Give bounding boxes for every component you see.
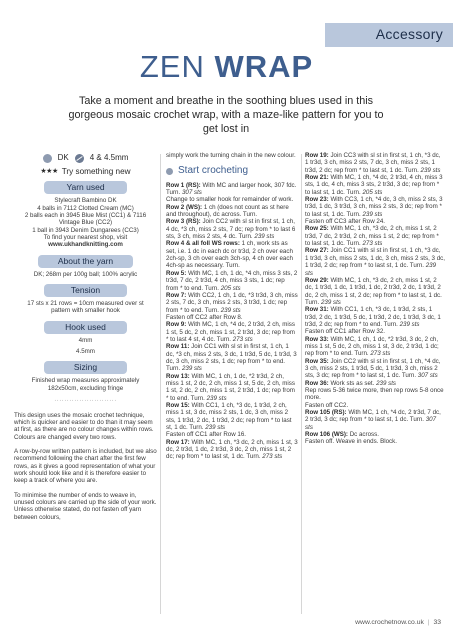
- pattern-row: [305, 387, 445, 402]
- row-label: Row 3 (RS):: [166, 218, 201, 226]
- pattern-row: [166, 431, 298, 438]
- text-line: Stylecraft Bambino DK: [54, 197, 117, 205]
- stitch-count: 205 sts: [362, 188, 383, 196]
- hook-icon: [75, 154, 84, 163]
- pattern-row: [166, 196, 298, 203]
- stitch-count: 239 sts: [254, 233, 275, 241]
- pattern-row: [305, 402, 445, 409]
- stitch-count: 239 sts: [181, 365, 202, 373]
- title-bold: WRAP: [214, 49, 314, 84]
- pattern-row: [305, 225, 445, 247]
- row-text: With MC, 1 ch, *3 dc, 2 ch, miss 1 st, 3 dc, 2 tr3d, 1 dc, 2 tr3d, 3 dc, 2 ch, miss 1 st, 2 dc; rep from * to last st, 1 dc. Turn.: [166, 438, 298, 461]
- yarn-weight: DK: [57, 153, 69, 163]
- row-label: Row 19:: [305, 152, 329, 159]
- stitch-count: 239 sts: [205, 424, 226, 432]
- stitch-count: 239 sts: [206, 394, 227, 402]
- column-divider: [301, 154, 302, 614]
- row-label: Row 15:: [166, 402, 190, 409]
- title-light: ZEN: [139, 49, 215, 84]
- stitch-count: 307 sts: [305, 416, 437, 431]
- column-3: [305, 152, 445, 446]
- stitch-count: 273 sts: [370, 350, 391, 358]
- row-text: Join CC2 with sl st in first st, 1 ch, 4 dc, *3 ch, miss 2 sts, 7 dc; rep from * to last 6 sts, 3 ch, miss 2 sts, 4 dc. Turn.: [166, 218, 296, 241]
- stitch-count: 239 sts: [376, 379, 397, 387]
- about-yarn-text: DK; 268m per 100g ball; 100% acrylic: [33, 270, 138, 278]
- page-number: 33: [433, 619, 441, 626]
- pattern-row: [166, 270, 298, 292]
- row-text: Fasten off. Weave in ends. Block.: [305, 438, 397, 446]
- row-text: Change to smaller hook for remainder of work.: [166, 196, 294, 204]
- row-label: Row 23:: [305, 196, 329, 204]
- skill-level: [14, 168, 157, 175]
- text-line: 2 balls each in 3945 Blue Mist (CC1) & 7116: [24, 212, 147, 220]
- row-label: Row 17:: [166, 438, 190, 446]
- page-title: [0, 50, 453, 84]
- text-line: 17 sts x 21 rows = 10cm measured over st: [27, 300, 144, 308]
- row-text: With MC, 1 ch, *3 dc, 2 ch, miss 1 st, 2 dc, 1 tr3d, 1 dc, 1 tr3d, 1 dc, 2 tr3d, 2 dc, 1 tr3d, 2 dc, 2 ch, miss 1 st, 2 dc; rep from * to last st, 1 dc. Turn.: [305, 276, 442, 306]
- about-yarn-heading: About the yarn: [38, 255, 133, 268]
- pattern-row: [305, 336, 445, 358]
- stitch-count: 239 sts: [320, 298, 341, 306]
- pattern-row: [166, 373, 298, 402]
- start-crocheting-heading: [166, 165, 298, 177]
- column-1: [14, 152, 157, 528]
- stitch-count: 273 sts: [362, 240, 383, 248]
- footer-separator: |: [427, 619, 430, 626]
- text-line: 182x50cm, excluding fringe: [47, 384, 124, 392]
- page-footer: [355, 619, 441, 626]
- row-text: 1 ch, work sts as set, i.e. 1 dc in each dc or tr3d, 2 ch over each 2ch-sp, 3 ch over each 3ch-sp, 4 ch over each 4ch-sp as necessary. Turn.: [166, 240, 293, 270]
- intro-paragraph: A row-by-row written pattern is included, but we also recommend following the chart after the first few rows, as it gives a good representation of what your work should look like and it is therefore easier to keep a track of where you are.: [14, 447, 157, 485]
- pattern-row: [166, 182, 298, 197]
- hook-used-heading: Hook used: [44, 321, 127, 334]
- sizing-heading: Sizing: [44, 361, 127, 374]
- row-text: With MC, 1 ch, 1 dc, *2 tr3d, 2 ch, miss 1 st, 2 dc, 2 ch, miss 1 st, 5 dc, 2 ch, miss 1 st, 2 dc, 2 ch, miss 1 st, 2 tr3d, 1 dc; rep from * to end. Turn.: [166, 372, 295, 402]
- stitch-count: 239 sts: [305, 262, 437, 277]
- stitch-count: 273 sts: [232, 335, 253, 343]
- row-text: Join CC1 with sl st in first st, 1 ch, *3 dc, 1 tr3d, 3 ch, miss 2 sts, 1 dc, 3 ch, miss 2 sts, 3 dc, 1 tr3d, 2 dc; rep from * to last st, 1 dc. Turn.: [305, 247, 445, 270]
- row-text: With MC, 1 ch, *4 dc, 2 tr3d, 7 dc, 2 tr3d, 3 dc; rep from * to last st, 1 dc. Turn.: [305, 409, 441, 424]
- row-label: Row 7:: [166, 291, 187, 299]
- row-label: Row 35:: [305, 357, 329, 365]
- pattern-row: [305, 306, 445, 328]
- row-text: Rep rows 5-36 twice more, then rep rows 5-8 once more.: [305, 387, 444, 402]
- pattern-row: [305, 431, 445, 438]
- text-line: Vintage Blue (CC2): [58, 219, 113, 227]
- pattern-row: [166, 343, 298, 372]
- pattern-rows: [305, 152, 445, 446]
- pattern-row: [166, 439, 298, 461]
- row-label: Row 4 & all foll WS rows:: [166, 240, 240, 248]
- row-label: Row 1 (RS):: [166, 181, 201, 189]
- row-label: Row 13:: [166, 372, 190, 380]
- row-label: Row 11:: [166, 343, 190, 351]
- intro-paragraph: This design uses the mosaic crochet technique, which is quicker and easier to do than it may seem at first, as there are no colour changes within rows. Colours are changed every two rows.: [14, 411, 154, 441]
- pattern-row: [305, 196, 445, 218]
- pattern-row: [305, 409, 445, 431]
- footer-url: www.crochetnow.co.uk: [355, 619, 424, 626]
- stitch-count: 239 sts: [362, 210, 383, 218]
- row-label: Row 25:: [305, 225, 329, 233]
- row-text: With CC1, 1 ch, *3 dc, 1 tr3d, 2 ch, miss 1 st, 3 dc, miss 2 sts, 1 dc, 3 ch, miss 2 sts, 1 tr3d, 2 dc, 1 tr3d, 2 dc; rep from * to last st, 1 dc. Turn.: [166, 402, 292, 432]
- row-text: Fasten off CC1 after Row 16.: [166, 431, 247, 439]
- text-line: Finished wrap measures approximately: [31, 377, 140, 385]
- row-text: With MC, 1 ch, *4 dc, 2 tr3d, 4 ch, miss 3 sts, 1 dc, 4 ch, miss 3 sts, 2 tr3d, 3 dc; rep from * to last st, 1 dc. Turn.: [305, 174, 443, 196]
- text-line: pattern with smaller hook: [51, 307, 120, 315]
- row-text: With MC, 1 ch, 1 dc, *2 tr3d, 3 dc, 2 ch, miss 1 st, 5 dc, 2 ch, miss 1 st, 3 dc, 2 tr3d, 1 dc; rep from * to end. Turn.: [305, 335, 439, 358]
- pattern-row: [166, 314, 298, 321]
- row-label: Row 31:: [305, 306, 329, 314]
- hook-used-text: [14, 337, 157, 356]
- tension-text: [14, 300, 157, 315]
- yarn-used-text: [14, 197, 157, 248]
- row-label: Row 27:: [305, 247, 329, 255]
- row-text: With CC1, 1 ch, *3 dc, 1 tr3d, 2 sts, 1 tr3d, 2 dc, 1 tr3d, 5 dc, 1 tr3d, 2 dc, 1 tr3d, 3 dc, 1 tr3d, 2 dc; rep from * to end. Turn.: [305, 306, 441, 328]
- text-line: To find your nearest shop, visit: [43, 234, 128, 242]
- stockist-link[interactable]: www.ukhandknitting.com: [48, 241, 123, 249]
- row-text: Join CC1 with sl st in first st, 1 ch, 1 dc, *3 ch, miss 2 sts, 3 dc, 1 tr3d, 5 dc, 1 tr3d, 3 dc, 3 ch, miss 2 sts, 1 dc; rep from * to end. Turn.: [166, 343, 297, 373]
- intro-paragraph: To minimise the number of ends to weave in, unused colours are carried up the side of your work. Unless otherwise stated, do not fasten off yarn between colours,: [14, 491, 157, 521]
- text-line: 4 balls in 7112 Clotted Cream (MC): [37, 204, 134, 212]
- stitch-count: 205 sts: [220, 284, 241, 292]
- lead-text: simply work the turning chain in the new colour.: [166, 152, 296, 159]
- pattern-row: [166, 240, 298, 269]
- stitch-count: 239 sts: [420, 166, 441, 174]
- stitch-count: 273 sts: [262, 453, 283, 461]
- row-text: With CC3, 1 ch, *4 dc, 3 ch, miss 2 sts, 3 tr3d, 1 dc, 3 tr3d, 3 ch, miss 2 sts, 3 dc; rep from * to last st, 1 dc. Turn.: [305, 196, 443, 218]
- row-label: Row 29:: [305, 276, 329, 284]
- column-2: [166, 152, 298, 461]
- row-text: With MC and larger hook, 307 fdc. Turn.: [166, 181, 297, 197]
- stitch-count: 239 sts: [220, 306, 241, 314]
- info-row: [14, 152, 157, 164]
- row-text: Join CC3 with sl st in first st, 1 ch, *3 dc, 1 tr3d, 3 ch, miss 2 sts, 7 dc, 3 ch, miss 2 sts, 1 tr3d, 2 dc; rep from * to last st, 1 dc. Turn.: [305, 152, 441, 174]
- row-text: Fasten off CC3 after Row 24.: [305, 218, 386, 226]
- sizing-text: [14, 377, 157, 392]
- tension-heading: Tension: [44, 284, 127, 297]
- row-text: Dc across.: [347, 431, 379, 439]
- row-text: Fasten off CC1 after Row 32.: [305, 328, 386, 336]
- row-text: Fasten off CC2.: [305, 401, 349, 409]
- row-text: Fasten off CC2 after Row 8.: [166, 313, 243, 321]
- pattern-row: [305, 358, 445, 380]
- start-heading-label: Start crocheting: [178, 165, 249, 177]
- pattern-row: [305, 380, 445, 387]
- pattern-row: [166, 321, 298, 343]
- row-label: Row 9:: [166, 321, 187, 329]
- row-label: Row 105 (RS):: [305, 409, 347, 417]
- pattern-row: [166, 402, 298, 431]
- section-tag-label: Accessory: [375, 26, 443, 42]
- pattern-row: [166, 292, 298, 314]
- bullet-icon: [166, 168, 173, 175]
- row-label: Row 33:: [305, 335, 329, 343]
- text-line: 4.5mm: [76, 348, 95, 356]
- pattern-row: [305, 152, 445, 174]
- row-text: With MC, 1 ch, 1 dc, *4 ch, miss 3 sts, 2 tr3d, 7 dc, 2 tr3d, 4 ch, miss 3 sts, 1 dc; rep from * to end. Turn.: [166, 269, 298, 292]
- pattern-rows: [166, 182, 298, 461]
- row-text: With MC, 1 ch, *3 dc, 2 ch, miss 1 st, 2 tr3d, 7 dc, 2 tr3d, 2 ch, miss 1 st, 2 dc; rep from * to last st, 1 dc. Turn.: [305, 225, 439, 248]
- yarn-used-heading: Yarn used: [44, 181, 127, 194]
- section-tag: [325, 23, 453, 47]
- pattern-row: [305, 328, 445, 335]
- row-label: Row 106 (WS):: [305, 431, 348, 439]
- text-line: 1 ball in 3943 Denim Dungarees (CC3): [32, 226, 139, 234]
- pattern-row: [166, 218, 298, 240]
- row-label: Row 36:: [305, 379, 329, 387]
- pattern-row: [166, 204, 298, 219]
- stitch-count: 307 sts: [181, 189, 202, 197]
- stitch-count: 307 sts: [417, 372, 438, 380]
- row-text: Work sts as set.: [328, 379, 377, 387]
- yarn-ball-icon: [43, 154, 52, 163]
- divider: ·························: [54, 398, 117, 405]
- pattern-row: [305, 247, 445, 276]
- pattern-row: [305, 438, 445, 445]
- pattern-row: [305, 218, 445, 225]
- pattern-row: [305, 174, 445, 196]
- text-line: 4mm: [78, 336, 93, 344]
- row-text: Join CC2 with sl st in first st, 1 ch, *4 dc, 3 ch, miss 2 sts, 1 tr3d, 5 dc, 1 tr3d, 3 ch, miss 2 sts, 3 dc; rep from * to last st, 1 dc. Turn.: [305, 357, 441, 380]
- row-label: Row 21:: [305, 174, 329, 182]
- stitch-count: 239 sts: [399, 320, 420, 328]
- row-text: With MC, 1 ch, *4 dc, 2 tr3d, 2 ch, miss 1 st, 5 dc, 2 ch, miss 1 st, 2 tr3d, 3 dc; rep from * to last 4 st, 4 dc. Turn.: [166, 321, 295, 343]
- row-label: Row 2 (WS):: [166, 203, 203, 211]
- row-label: Row 5:: [166, 269, 187, 277]
- row-text: With CC2, 1 ch, 1 dc, *3 tr3d, 3 ch, miss 2 sts, 7 dc, 3 ch, miss 2 sts, 3 tr3d, 1 dc; rep from * to end. Turn.: [166, 291, 298, 314]
- row-text: 1 ch (does not count as st here and throughout), dc across. Turn.: [166, 203, 289, 219]
- standfirst: Take a moment and breathe in the soothing blues used in this gorgeous mosaic crochet wrap, with a maze-like pattern for you to get lost in: [68, 95, 384, 136]
- star-rating-icon: ★★★: [40, 168, 58, 175]
- column-divider: [160, 154, 161, 614]
- hook-size: 4 & 4.5mm: [89, 153, 129, 163]
- skill-label: Try something new: [61, 167, 131, 176]
- pattern-row: [305, 277, 445, 306]
